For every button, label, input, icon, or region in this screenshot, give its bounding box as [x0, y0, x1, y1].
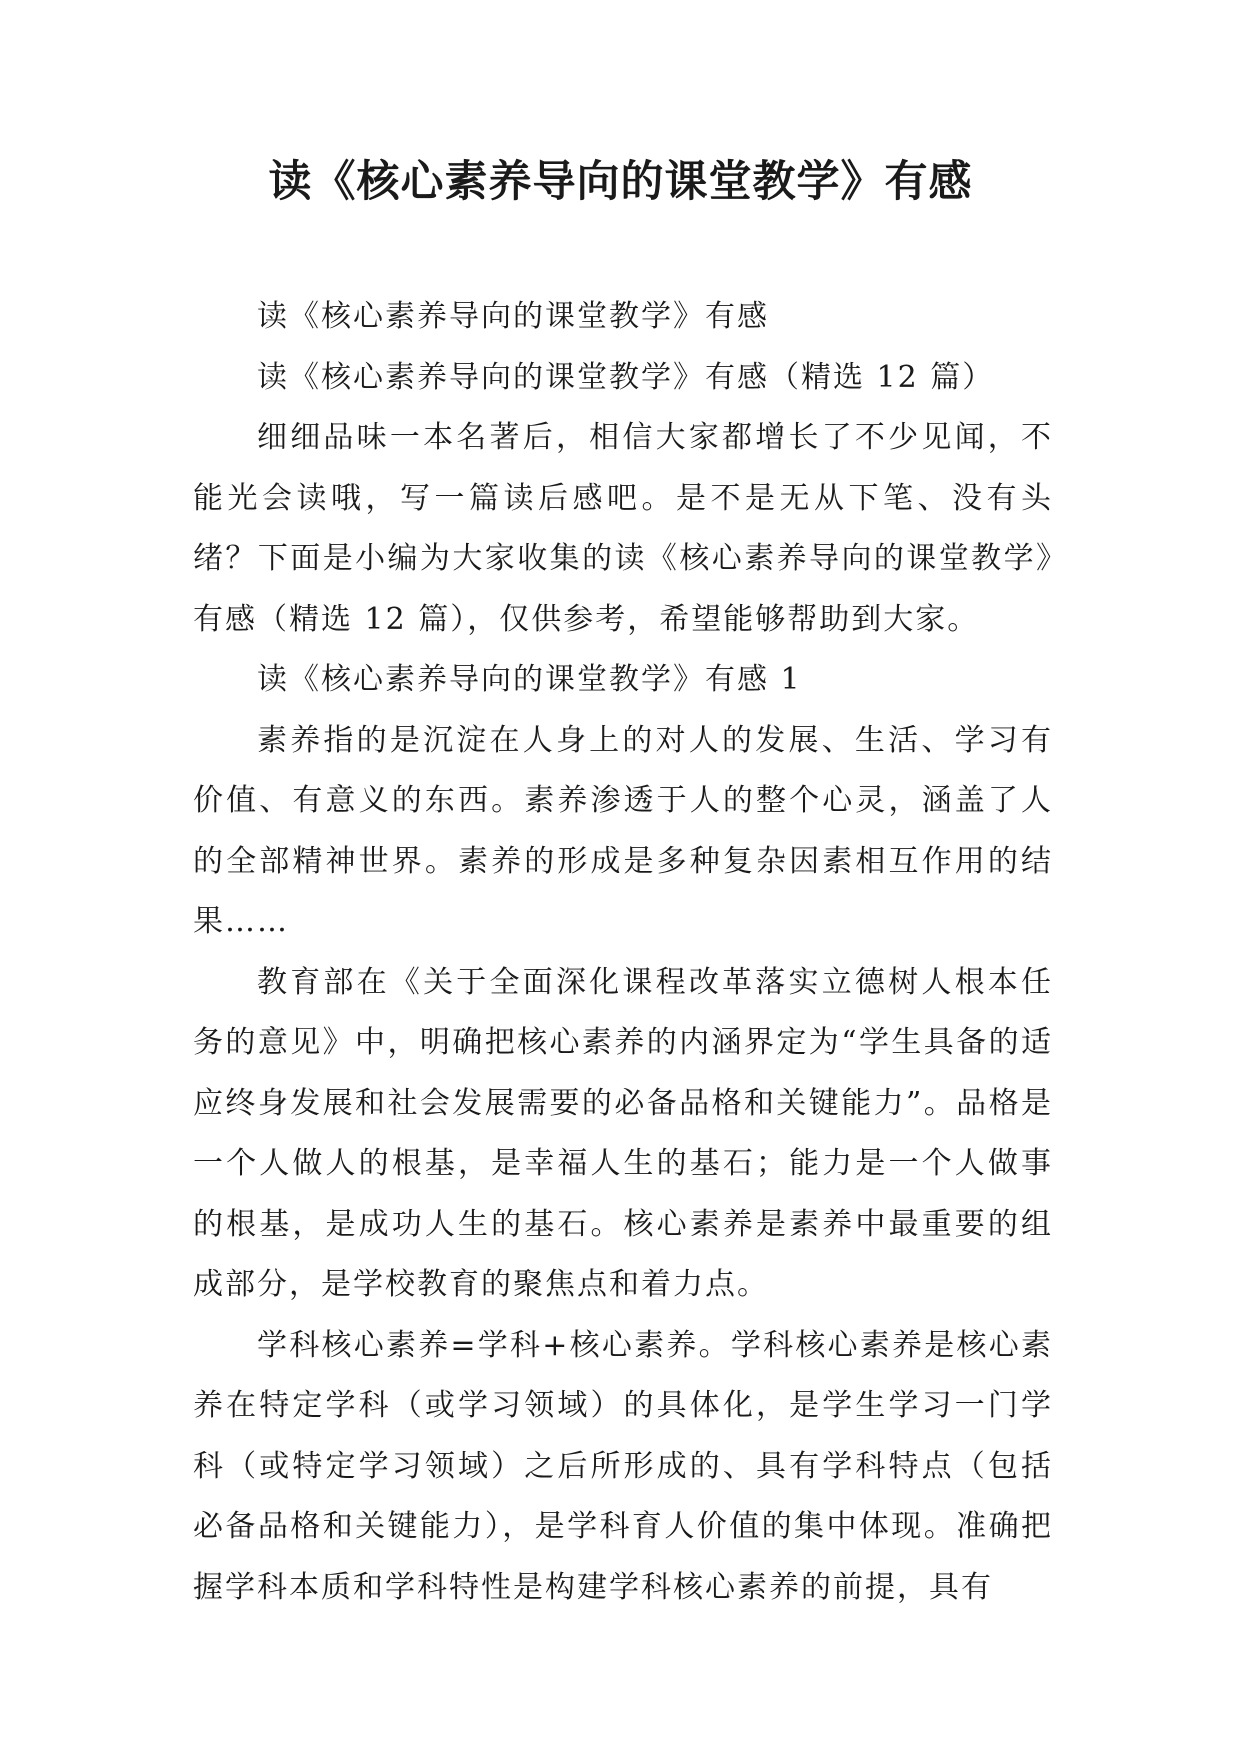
document-title: 读《核心素养导向的课堂教学》有感 — [268, 157, 973, 207]
paragraph-subtitle: 读《核心素养导向的课堂教学》有感（精选 12 篇） — [257, 359, 995, 395]
paragraph-body: 学科核心素养=学科+核心素养。学科核心素养是核心素养在特定学科（或学习领域）的具体化，是学生学习一门学科（或特定学习领域）之后所形成的、具有学科特点（包括必备品格和关键能力），是学科育人价值的集中体现。准确把握学科本质和学科特性是构建学科核心素养的前提，具有 — [193, 1327, 1053, 1605]
paragraph-body: 教育部在《关于全面深化课程改革落实立德树人根本任务的意见》中，明确把核心素养的内涵界定为“学生具备的适应终身发展和社会发展需要的必备品格和关键能力”。品格是一个人做人的根基，是幸福人生的基石；能力是一个人做事的根基，是成功人生的基石。核心素养是素养中最重要的组成部分，是学校教育的聚焦点和着力点。 — [193, 964, 1053, 1302]
paragraph-section-heading: 读《核心素养导向的课堂教学》有感 1 — [257, 662, 802, 697]
document-body — [193, 287, 1053, 1618]
paragraph-intro: 细细品味一本名著后，相信大家都增长了不少见闻，不能光会读哦，写一篇读后感吧。是不是无从下笔、没有头绪？下面是小编为大家收集的读《核心素养导向的课堂教学》有感（精选 12 篇），仅供参考，希望能够帮助到大家。 — [193, 420, 1053, 637]
paragraph-body: 素养指的是沉淀在人身上的对人的发展、生活、学习有价值、有意义的东西。素养渗透于人的整个心灵，涵盖了人的全部精神世界。素养的形成是多种复杂因素相互作用的结果…… — [193, 722, 1053, 939]
paragraph-heading: 读《核心素养导向的课堂教学》有感 — [257, 299, 769, 334]
